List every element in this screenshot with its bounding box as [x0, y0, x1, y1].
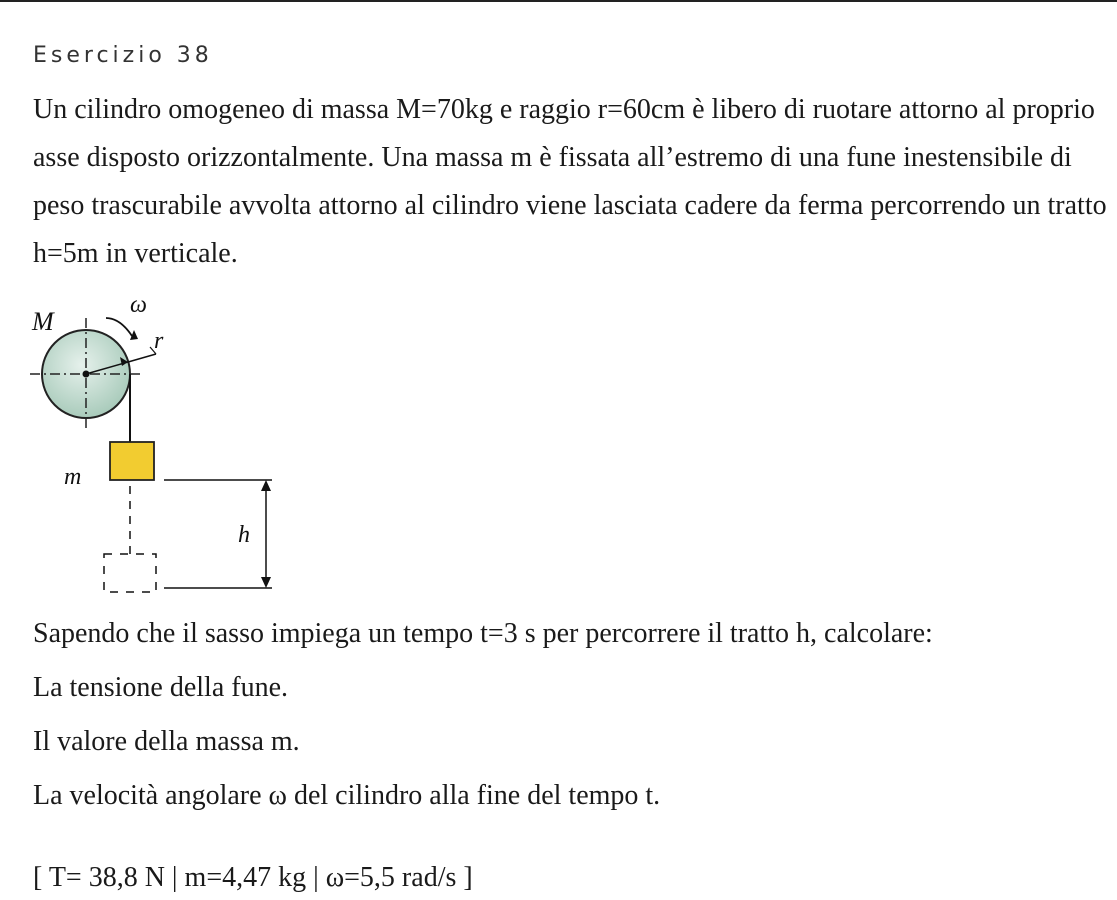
- h-arrow-down-icon: [261, 577, 271, 588]
- question-item: La velocità angolare ω del cilindro alla fine del tempo t.: [33, 780, 661, 811]
- label-M: M: [32, 307, 54, 336]
- mass-block: [110, 442, 154, 480]
- answer-line: [ T= 38,8 N | m=4,47 kg | ω=5,5 rad/s ]: [33, 862, 473, 893]
- top-rule: [0, 0, 1117, 2]
- question-item: La tensione della fune.: [33, 672, 289, 703]
- label-h: h: [238, 522, 250, 548]
- rotation-arrow: [106, 318, 132, 336]
- label-omega: ω: [130, 292, 147, 318]
- question-item: Il valore della massa m.: [33, 726, 300, 757]
- label-m: m: [64, 464, 82, 490]
- physics-diagram: [20, 290, 320, 600]
- exercise-title: Esercizio 38: [33, 42, 213, 68]
- label-r: r: [154, 328, 164, 354]
- questions-block: [33, 610, 1113, 826]
- mass-final-position: [104, 554, 156, 592]
- problem-text: Un cilindro omogeneo di massa M=70kg e raggio r=60cm è libero di ruotare attorno al proprio asse disposto orizzontalmente. Una massa m è fissata all’estremo di una fune inestensibile di peso trascurabile avvolta attorno al cilindro viene lasciata cadere da ferma percorrendo un tratto h=5m in verticale.: [33, 94, 1107, 269]
- h-arrow-up-icon: [261, 480, 271, 491]
- question-intro: Sapendo che il sasso impiega un tempo t=3 s per percorrere il tratto h, calcolare:: [33, 618, 933, 649]
